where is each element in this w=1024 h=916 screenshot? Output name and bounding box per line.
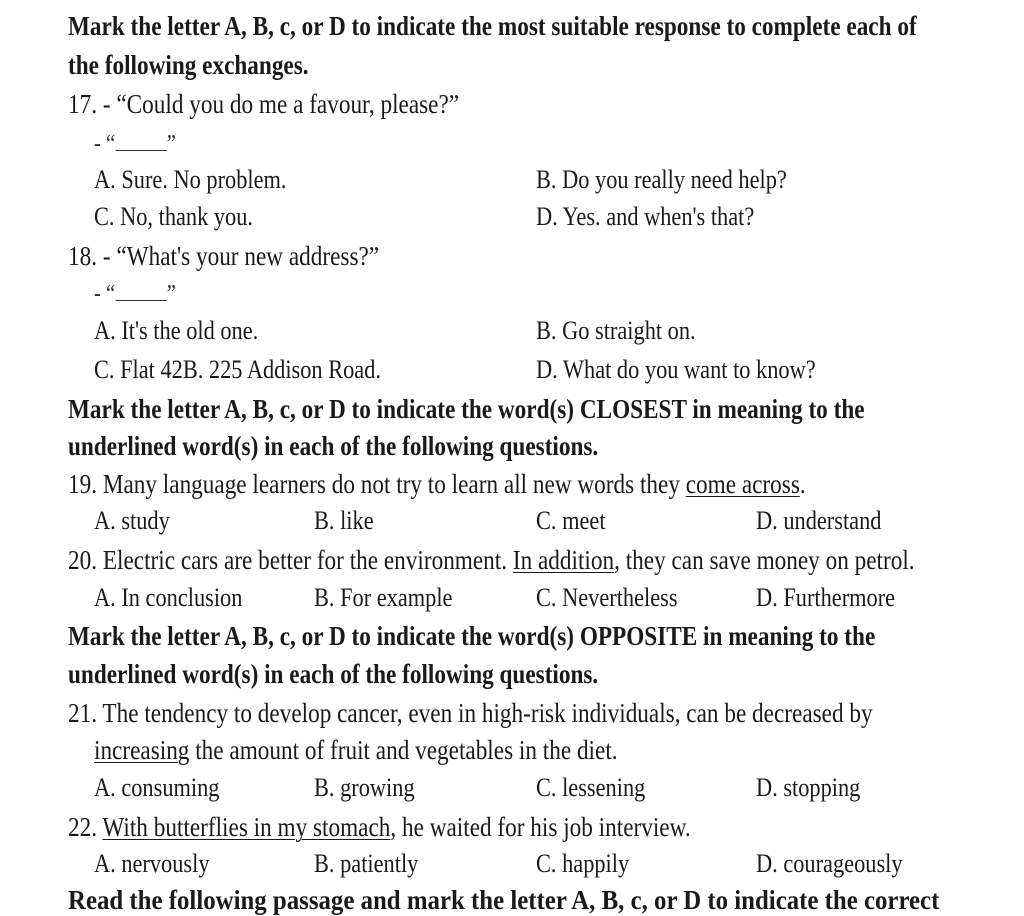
q20-option-d[interactable]: D. Furthermore [756,583,896,612]
q19-option-b[interactable]: B. like [314,506,374,535]
q17-reply-close: ” [166,131,176,157]
q21-question-line2 [94,734,618,766]
q20-option-c[interactable]: C. Nevertheless [536,583,678,612]
q20-text-after: , they can save money on petrol. [614,545,915,575]
q22-option-c[interactable]: C. happily [536,849,630,878]
q20-text-before: 20. Electric cars are better for the environment. [68,545,513,575]
q20-question [68,544,915,576]
q21-option-d[interactable]: D. stopping [756,773,861,802]
q22-underlined-phrase: With butterflies in my stomach [102,812,391,842]
q19-option-a[interactable]: A. study [94,506,170,535]
section4-instruction-cut: Read the following passage and mark the letter A, B, c, or D to indicate the correct [68,885,940,915]
q20-option-a[interactable]: A. In conclusion [94,583,243,612]
q21-option-c[interactable]: C. lessening [536,773,646,802]
q19-text-after: . [799,469,806,499]
q17-option-b[interactable]: B. Do you really need help? [536,165,787,194]
q17-option-c[interactable]: C. No, thank you. [94,202,254,231]
section3-instruction-line2: underlined word(s) in each of the following questions. [68,659,599,689]
q17-prompt: 17. - “Could you do me a favour, please?” [68,89,460,119]
q18-reply [94,278,176,310]
q19-underlined-phrase: come across [685,469,800,499]
q18-option-a[interactable]: A. It's the old one. [94,316,259,345]
q18-option-d[interactable]: D. What do you want to know? [536,355,816,384]
q19-option-c[interactable]: C. meet [536,506,606,535]
section1-instruction-line2: the following exchanges. [68,50,309,80]
q18-option-b[interactable]: B. Go straight on. [536,316,696,345]
q21-underlined-word: increasing [94,735,190,765]
q19-text-before: 19. Many language learners do not try to learn all new words they [68,469,686,499]
q18-answer-blank [115,280,167,301]
q17-option-a[interactable]: A. Sure. No problem. [94,165,287,194]
q19-option-d[interactable]: D. understand [756,506,882,535]
section1-instruction-line1: Mark the letter A, B, c, or D to indicate the most suitable response to complete each of [68,11,917,41]
q21-option-b[interactable]: B. growing [314,773,415,802]
q18-reply-open: - “ [94,281,116,307]
q18-reply-close: ” [166,281,176,307]
q20-underlined-phrase: In addition [512,545,615,575]
section3-instruction-line1: Mark the letter A, B, c, or D to indicate the word(s) OPPOSITE in meaning to the [68,621,876,651]
q21-text-after: the amount of fruit and vegetables in the diet. [189,735,618,765]
q17-option-d[interactable]: D. Yes. and when's that? [536,202,755,231]
q22-question [68,811,691,843]
q22-option-a[interactable]: A. nervously [94,849,210,878]
q22-option-b[interactable]: B. patiently [314,849,419,878]
q19-question [68,468,806,500]
q17-reply [94,128,176,160]
section2-instruction-line2: underlined word(s) in each of the following questions. [68,431,599,461]
q17-reply-open: - “ [94,131,116,157]
q18-prompt: 18. - “What's your new address?” [68,241,380,271]
q21-question-line1: 21. The tendency to develop cancer, even in high-risk individuals, can be decreased by [68,698,873,728]
section2-instruction-line1: Mark the letter A, B, c, or D to indicate the word(s) CLOSEST in meaning to the [68,394,865,424]
q22-number: 22. [68,812,103,842]
q17-answer-blank [115,130,167,151]
q22-text-after: , he waited for his job interview. [390,812,691,842]
q22-option-d[interactable]: D. courageously [756,849,903,878]
q21-option-a[interactable]: A. consuming [94,773,220,802]
q18-option-c[interactable]: C. Flat 42B. 225 Addison Road. [94,355,381,384]
q20-option-b[interactable]: B. For example [314,583,453,612]
